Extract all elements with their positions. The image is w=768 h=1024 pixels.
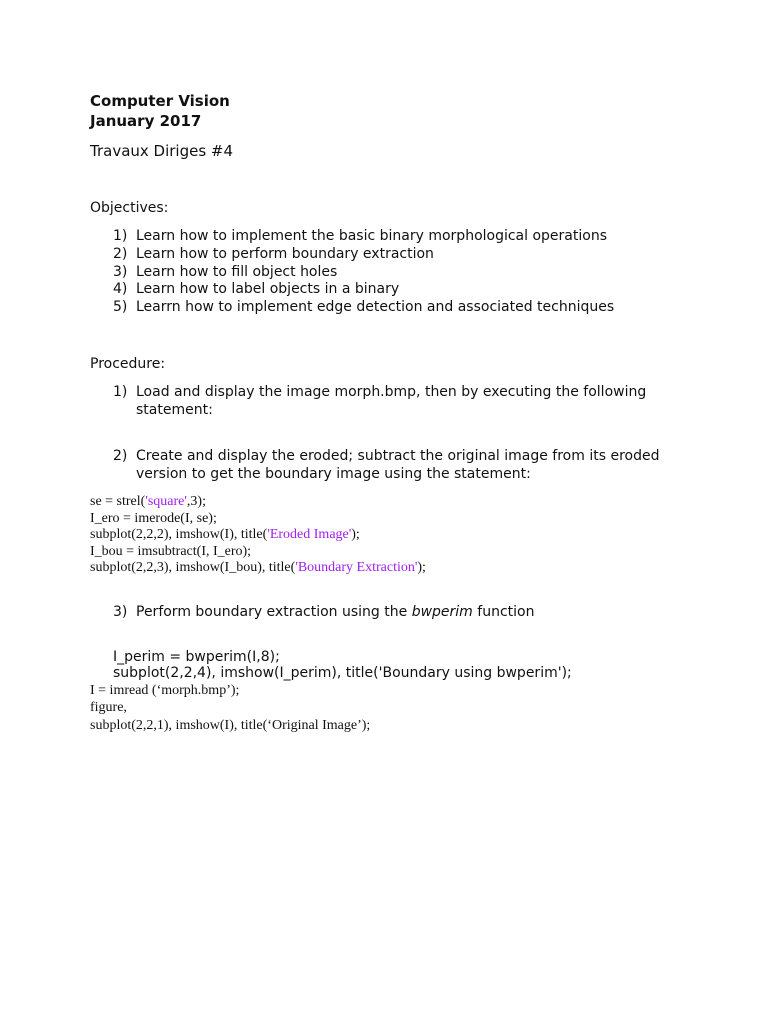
procedure-heading: Procedure: [90, 356, 166, 372]
code-text: subplot(2,2,2), imshow(I), title( [90, 527, 268, 542]
code-line: I = imread (‘morph.bmp’); [90, 683, 240, 698]
code-string: 'Boundary Extraction' [295, 560, 418, 575]
list-text: Learn how to implement the basic binary morphological operations [136, 228, 607, 244]
code-string: 'square' [145, 494, 187, 509]
course-date: January 2017 [90, 112, 202, 130]
code-line [90, 560, 426, 576]
code-text: ); [417, 560, 426, 575]
list-number: 4) [113, 281, 128, 297]
code-text: ,3); [186, 494, 206, 509]
list-number: 3) [113, 264, 128, 280]
code-text: subplot(2,2,3), imshow(I_bou), title( [90, 560, 296, 575]
list-number: 3) [113, 604, 128, 620]
code-line: I_bou = imsubtract(I, I_ero); [90, 544, 252, 559]
code-line: subplot(2,2,4), imshow(I_perim), title('Boundary using bwperim'); [113, 665, 572, 681]
step-text-line: Create and display the eroded; subtract the original image from its eroded [136, 448, 660, 464]
objectives-heading: Objectives: [90, 200, 169, 216]
list-text: Learrn how to implement edge detection and associated techniques [136, 299, 615, 315]
course-title: Computer Vision [90, 92, 230, 110]
step-text-line: Load and display the image morph.bmp, then by executing the following [136, 384, 647, 400]
code-line [90, 494, 206, 510]
step-text: Perform boundary extraction using the [136, 604, 412, 620]
document-subtitle: Travaux Diriges #4 [90, 142, 234, 160]
code-text: ); [351, 527, 360, 542]
code-string: 'Eroded Image' [267, 527, 352, 542]
list-number: 5) [113, 299, 128, 315]
list-text: Learn how to perform boundary extraction [136, 246, 434, 262]
code-line: I_ero = imerode(I, se); [90, 511, 217, 526]
code-line [90, 527, 360, 543]
step-text: function [472, 604, 535, 620]
code-line: I_perim = bwperim(I,8); [113, 649, 280, 665]
list-text: Learn how to fill object holes [136, 264, 338, 280]
step-text-line [136, 604, 534, 620]
function-name: bwperim [411, 604, 473, 620]
code-line: figure, [90, 700, 127, 715]
list-number: 2) [113, 246, 128, 262]
step-text-line: statement: [136, 402, 213, 418]
list-number: 2) [113, 448, 128, 464]
list-number: 1) [113, 228, 128, 244]
code-line: subplot(2,2,1), imshow(I), title(‘Original Image’); [90, 718, 371, 733]
code-text: se = strel( [90, 494, 146, 509]
list-text: Learn how to label objects in a binary [136, 281, 400, 297]
list-number: 1) [113, 384, 128, 400]
step-text-line: version to get the boundary image using the statement: [136, 466, 531, 482]
